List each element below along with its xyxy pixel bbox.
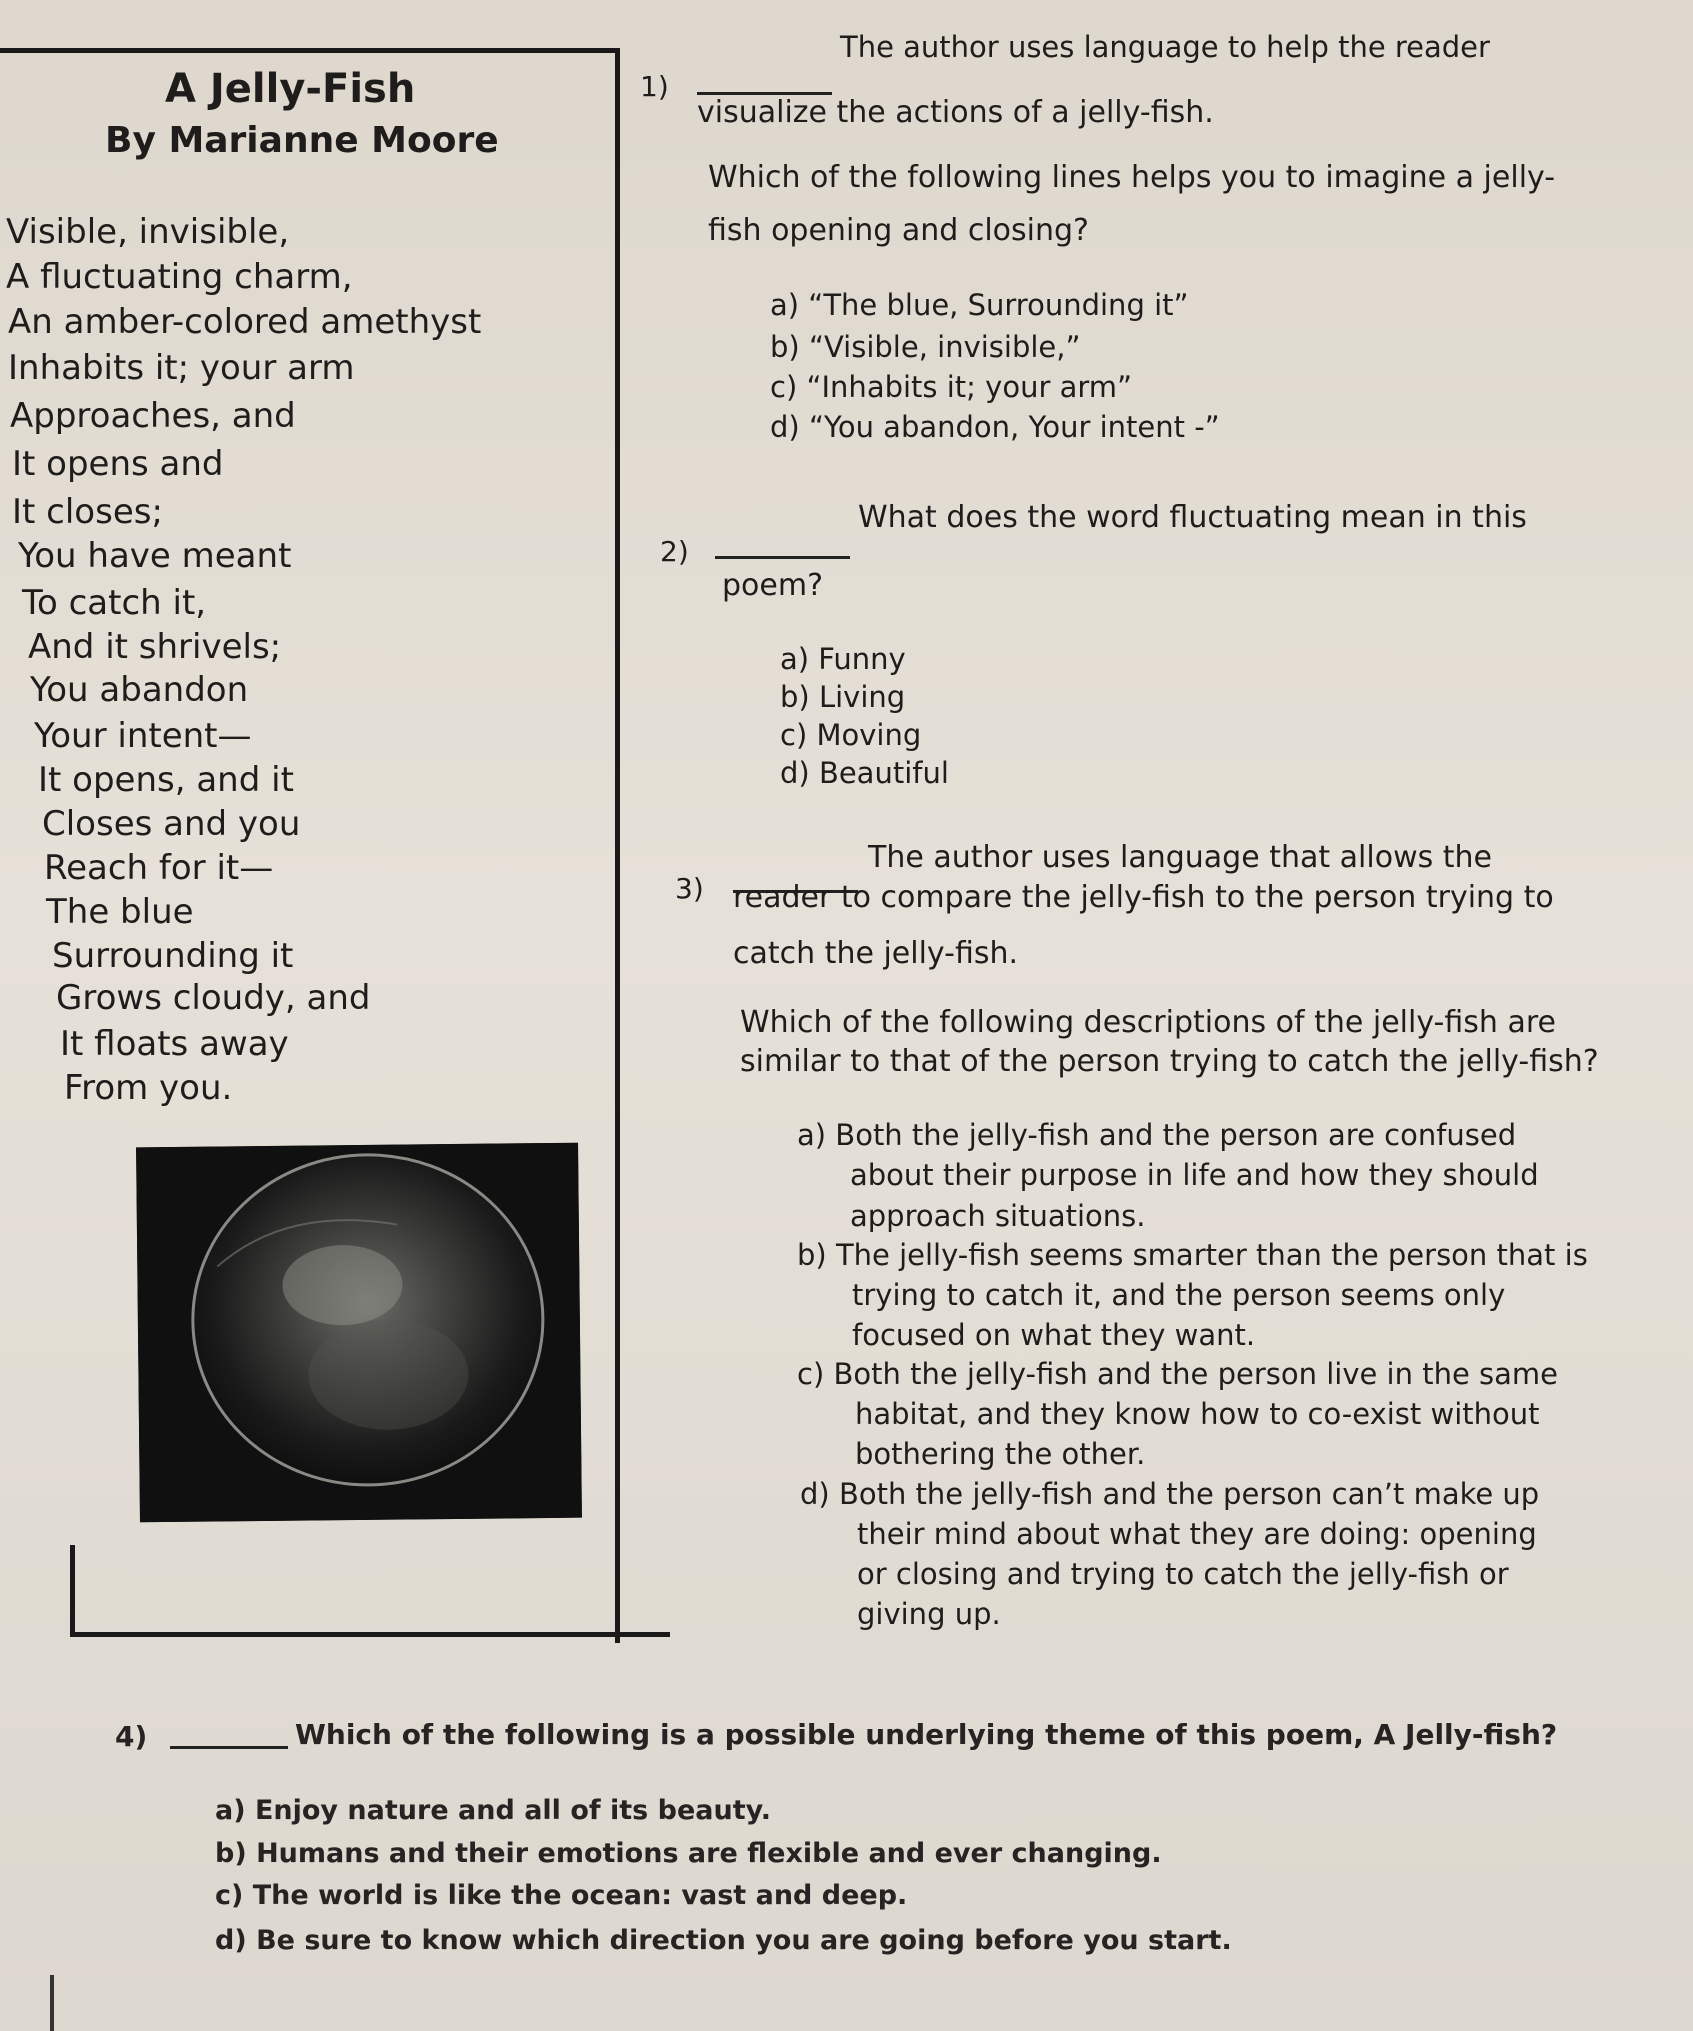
poem-line: It floats away	[60, 1024, 289, 1064]
question-1-number: 1)	[640, 70, 669, 103]
option-line: focused on what they want.	[852, 1318, 1256, 1352]
poem-line: An amber-colored amethyst	[8, 302, 482, 342]
poem-line: It closes;	[12, 492, 163, 532]
poem-line: Grows cloudy, and	[56, 978, 371, 1018]
option-line: trying to catch it, and the person seems only	[852, 1278, 1506, 1312]
poem-line: Reach for it—	[44, 848, 274, 888]
poem-line: It opens, and it	[38, 760, 294, 800]
poem-line: Your intent—	[34, 716, 252, 756]
poem-line: Approaches, and	[10, 396, 296, 436]
question-2-option-c[interactable]: c) Moving	[780, 718, 922, 752]
question-4-number: 4)	[115, 1720, 148, 1753]
question-4-option-b[interactable]: b) Humans and their emotions are flexible and ever changing.	[215, 1838, 1162, 1869]
question-2-option-d[interactable]: d) Beautiful	[780, 756, 949, 790]
question-4-answer-blank[interactable]	[170, 1718, 288, 1756]
question-4-option-c[interactable]: c) The world is like the ocean: vast and deep.	[215, 1880, 908, 1911]
option-line: approach situations.	[850, 1199, 1146, 1233]
option-line: or closing and trying to catch the jelly-fish or	[857, 1557, 1509, 1591]
question-1-statement: visualize the actions of a jelly-fish.	[697, 95, 1214, 130]
question-2-prompt: poem?	[722, 568, 824, 603]
question-1-statement: The author uses language to help the reader	[840, 30, 1490, 64]
question-1-option-c[interactable]: c) “Inhabits it; your arm”	[770, 370, 1133, 404]
jellyfish-photo	[136, 1143, 582, 1523]
poem-box-bottom-border	[70, 1632, 670, 1637]
question-3-statement: catch the jelly-fish.	[733, 936, 1019, 971]
option-line: d) Both the jelly-fish and the person can’t make up	[800, 1477, 1540, 1511]
option-line: about their purpose in life and how they should	[850, 1158, 1539, 1192]
option-line: a) Both the jelly-fish and the person are confused	[797, 1118, 1517, 1152]
question-3-prompt: similar to that of the person trying to catch the jelly-fish?	[740, 1044, 1599, 1079]
question-1-option-d[interactable]: d) “You abandon, Your intent -”	[770, 410, 1220, 444]
poem-line: You abandon	[30, 670, 249, 710]
question-2-answer-blank[interactable]	[715, 528, 850, 567]
question-4-option-a[interactable]: a) Enjoy nature and all of its beauty.	[215, 1795, 772, 1826]
question-1-prompt: fish opening and closing?	[708, 213, 1089, 248]
question-1-prompt: Which of the following lines helps you to imagine a jelly-	[708, 160, 1556, 195]
question-2-prompt: What does the word fluctuating mean in this	[858, 500, 1527, 535]
poem-line: Visible, invisible,	[6, 212, 290, 252]
question-3-statement: reader to compare the jelly-fish to the person trying to	[733, 880, 1554, 915]
question-3-statement: The author uses language that allows the	[868, 840, 1493, 875]
poem-line: You have meant	[18, 536, 292, 576]
question-2-option-b[interactable]: b) Living	[780, 680, 906, 714]
poem-line: It opens and	[12, 444, 224, 484]
poem-line: The blue	[46, 892, 194, 932]
poem-line: Inhabits it; your arm	[8, 348, 355, 388]
option-line: giving up.	[857, 1597, 1001, 1631]
question-3-prompt: Which of the following descriptions of the jelly-fish are	[740, 1005, 1556, 1040]
poem-title: A Jelly-Fish	[165, 66, 416, 112]
question-3-number: 3)	[675, 872, 704, 905]
poem-line: From you.	[64, 1068, 233, 1108]
poem-line: Surrounding it	[52, 936, 294, 976]
pen-mark	[50, 1975, 54, 2031]
option-line: c) Both the jelly-fish and the person live in the same	[797, 1357, 1558, 1391]
question-4-option-d[interactable]: d) Be sure to know which direction you are going before you start.	[215, 1925, 1232, 1956]
poem-author: By Marianne Moore	[105, 120, 499, 161]
poem-box-left-border	[70, 1545, 75, 1637]
poem-line: To catch it,	[22, 583, 207, 623]
question-2-number: 2)	[660, 535, 689, 568]
question-4-prompt: Which of the following is a possible underlying theme of this poem, A Jelly-fish?	[295, 1718, 1558, 1751]
option-line: their mind about what they are doing: opening	[857, 1517, 1537, 1551]
poem-line: And it shrivels;	[28, 627, 282, 667]
option-line: bothering the other.	[855, 1437, 1146, 1471]
option-line: b) The jelly-fish seems smarter than the person that is	[797, 1238, 1588, 1272]
poem-line: Closes and you	[42, 804, 301, 844]
question-2-option-a[interactable]: a) Funny	[780, 642, 906, 676]
question-1-option-a[interactable]: a) “The blue, Surrounding it”	[770, 288, 1189, 322]
poem-line: A fluctuating charm,	[6, 257, 353, 297]
question-1-option-b[interactable]: b) “Visible, invisible,”	[770, 330, 1081, 364]
option-line: habitat, and they know how to co-exist without	[855, 1397, 1540, 1431]
